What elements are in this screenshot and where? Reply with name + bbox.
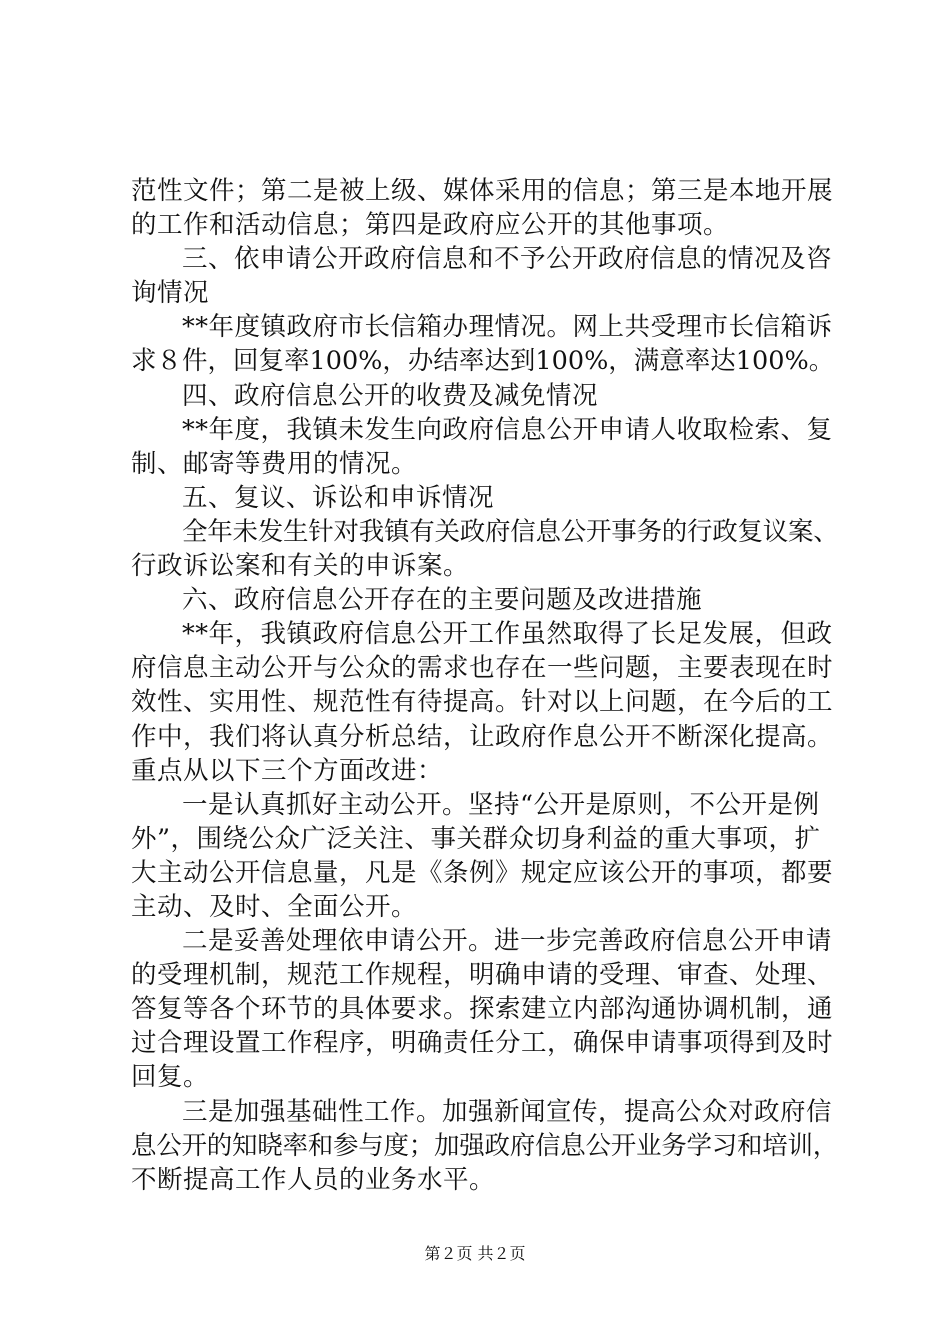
text-line: 六、政府信息公开存在的主要问题及改进措施 bbox=[182, 585, 703, 616]
text-line: 府信息主动公开与公众的需求也存在一些问题，主要表现在时 bbox=[131, 653, 834, 684]
page-footer: 第２页 共２页 bbox=[424, 1244, 526, 1263]
text-line: 的受理机制，规范工作规程，明确申请的受理、审查、处理、 bbox=[131, 960, 834, 991]
text-line: 回复。 bbox=[131, 1062, 210, 1093]
text-line: 制、邮寄等费用的情况。 bbox=[131, 448, 418, 479]
text-line: 息公开的知晓率和参与度；加强政府信息公开业务学习和培训， bbox=[131, 1130, 839, 1161]
text-line: 大主动公开信息量，凡是《条例》规定应该公开的事项，都要 bbox=[131, 857, 834, 888]
text-line: 答复等各个环节的具体要求。探索建立内部沟通协调机制，通 bbox=[131, 994, 834, 1025]
text-line: **年，我镇政府信息公开工作虽然取得了长足发展，但政 bbox=[182, 619, 833, 650]
text-line: 效性、实用性、规范性有待提高。针对以上问题，在今后的工 bbox=[131, 687, 834, 718]
text-line: 行政诉讼案和有关的申诉案。 bbox=[131, 551, 470, 582]
text-line: 作中，我们将认真分析总结，让政府作息公开不断深化提高。 bbox=[131, 721, 834, 752]
text-line: 三是加强基础性工作。加强新闻宣传，提高公众对政府信 bbox=[182, 1096, 833, 1127]
text-line: 五、复议、诉讼和申诉情况 bbox=[182, 482, 495, 513]
text-line: 询情况 bbox=[131, 278, 210, 309]
document-body bbox=[131, 174, 839, 1197]
text-line: 的工作和活动信息；第四是政府应公开的其他事项。 bbox=[131, 210, 730, 241]
text-line: 不断提高工作人员的业务水平。 bbox=[131, 1164, 496, 1195]
text-line: 三、依申请公开政府信息和不予公开政府信息的情况及咨 bbox=[182, 244, 833, 275]
text-line: 重点从以下三个方面改进： bbox=[131, 755, 444, 786]
text-line: 求８件，回复率100%，办结率达到100%，满意率达100%。 bbox=[131, 346, 835, 377]
text-line: 一是认真抓好主动公开。坚持“公开是原则，不公开是例 bbox=[182, 789, 820, 820]
text-line: 外”，围绕公众广泛关注、事关群众切身利益的重大事项，扩 bbox=[131, 823, 821, 854]
text-line: 全年未发生针对我镇有关政府信息公开事务的行政复议案、 bbox=[182, 516, 839, 547]
text-line: **年度镇政府市长信箱办理情况。网上共受理市长信箱诉 bbox=[182, 312, 833, 343]
text-line: 范性文件；第二是被上级、媒体采用的信息；第三是本地开展 bbox=[131, 176, 834, 206]
text-line: 过合理设置工作程序，明确责任分工，确保申请事项得到及时 bbox=[131, 1028, 834, 1059]
text-line: 主动、及时、全面公开。 bbox=[131, 891, 418, 922]
text-line: 二是妥善处理依申请公开。进一步完善政府信息公开申请 bbox=[182, 926, 833, 957]
text-line: 四、政府信息公开的收费及减免情况 bbox=[182, 380, 599, 411]
text-line: **年度，我镇未发生向政府信息公开申请人收取检索、复 bbox=[182, 414, 833, 445]
